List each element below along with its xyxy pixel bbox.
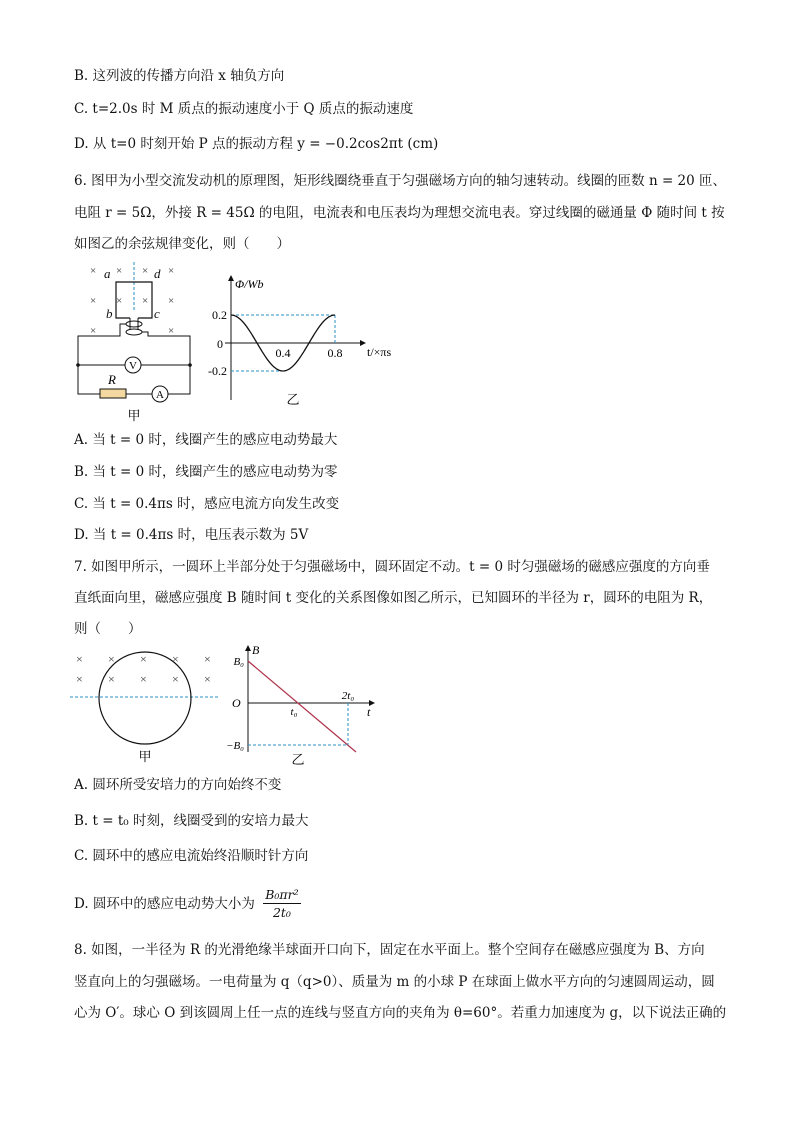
prev-option-c: C. t=2.0s 时 M 质点的振动速度小于 Q 质点的振动速度 <box>74 101 414 117</box>
field-cross: × <box>168 325 175 337</box>
field-cross: × <box>90 325 97 337</box>
slip-ring <box>126 321 142 327</box>
q6-stem-line-2: 电阻 r = 5Ω，外接 R = 45Ω 的电阻，电流表和电压表均为理想交流电表。穿过线圈的磁通量 Φ 随时间 t 按 <box>74 205 725 221</box>
field-cross: × <box>172 652 179 666</box>
x-tick-label: 0.4 <box>275 346 291 360</box>
q6-figure-yi <box>195 272 405 412</box>
q6-figure-jia <box>68 260 198 428</box>
q7-stem-line-1: 7. 如图甲所示，一圆环上半部分处于匀强磁场中，圆环固定不动。t = 0 时匀强磁场的磁感应强度的方向垂 <box>74 559 710 575</box>
figure-caption: 甲 <box>127 408 141 423</box>
field-cross: × <box>116 265 123 277</box>
q7-stem-line-2: 直纸面向里，磁感应强度 B 随时间 t 变化的关系图像如图乙所示，已知圆环的半径为 r，圆环的电阻为 R， <box>74 590 713 606</box>
fraction-numerator: B₀πr² <box>265 887 299 902</box>
ammeter-label: A <box>156 389 164 401</box>
fraction-denominator: 2t₀ <box>272 905 291 920</box>
wire-right <box>142 332 190 394</box>
label-c: c <box>154 306 160 321</box>
field-cross: × <box>168 265 175 277</box>
field-cross: × <box>168 295 175 307</box>
q8-stem-line-1: 8. 如图，一半径为 R 的光滑绝缘半球面开口向下，固定在水平面上。整个空间存在磁感应强度为 B、方向 <box>74 942 705 958</box>
field-cross: × <box>90 265 97 277</box>
y-axis-label: Φ/Wb <box>235 277 264 291</box>
label-d: d <box>154 266 161 281</box>
q7-option-a[interactable]: A. 圆环所受安培力的方向始终不变 <box>74 777 282 793</box>
slip-ring <box>126 329 142 335</box>
wire-left <box>78 324 126 394</box>
field-cross: × <box>76 652 83 666</box>
q6-option-a[interactable]: A. 当 t = 0 时，线圈产生的感应电动势最大 <box>74 432 338 448</box>
q6-option-b[interactable]: B. 当 t = 0 时，线圈产生的感应电动势为零 <box>74 464 338 480</box>
field-cross: × <box>172 672 179 686</box>
q8-stem-line-2: 竖直向上的匀强磁场。一电荷量为 q（q>0）、质量为 m 的小球 P 在球面上做水平方向的匀速圆周运动，圆 <box>74 974 715 990</box>
field-cross: × <box>142 295 149 307</box>
resistor-label: R <box>108 372 116 387</box>
x-axis-label: t <box>367 705 371 719</box>
b-line <box>248 661 356 752</box>
q7-option-d-prefix: D. 圆环中的感应电动势大小为 <box>74 896 255 912</box>
q7-figure-jia <box>68 645 228 770</box>
field-cross: × <box>142 265 149 277</box>
field-cross: × <box>108 672 115 686</box>
q6-option-c[interactable]: C. 当 t = 0.4πs 时，感应电流方向发生改变 <box>74 496 340 512</box>
fraction <box>263 886 300 921</box>
q7-option-c[interactable]: C. 圆环中的感应电流始终沿顺时针方向 <box>74 848 309 864</box>
q6-stem-line-1: 6. 图甲为小型交流发动机的原理图，矩形线圈绕垂直于匀强磁场方向的轴匀速转动。线圈的匝数 n = 20 匝、 <box>74 173 727 189</box>
q6-option-d[interactable]: D. 当 t = 0.4πs 时，电压表示数为 5V <box>74 527 309 543</box>
field-cross: × <box>116 295 123 307</box>
field-cross: × <box>140 672 147 686</box>
field-cross: × <box>90 295 97 307</box>
resistor <box>100 389 126 398</box>
figure-caption: 乙 <box>286 392 300 407</box>
q7-stem-line-3: 则（ ） <box>74 621 142 637</box>
origin-label: O <box>232 696 241 710</box>
label-b: b <box>106 306 113 321</box>
field-cross: × <box>76 672 83 686</box>
y-tick-label: B₀ <box>233 656 244 668</box>
q7-option-d[interactable] <box>74 886 301 930</box>
y-tick-label: −B₀ <box>226 740 244 752</box>
y-tick-label: 0.2 <box>212 308 227 322</box>
prev-option-b: B. 这列波的传播方向沿 x 轴负方向 <box>74 68 285 84</box>
x-tick-label: 2t₀ <box>341 690 355 702</box>
field-cross: × <box>204 672 211 686</box>
q7-option-b[interactable]: B. t = t₀ 时刻，线圈受到的安培力最大 <box>74 813 309 829</box>
field-cross: × <box>204 652 211 666</box>
x-tick-label: t₀ <box>290 706 298 718</box>
y-axis-label: B <box>252 643 260 657</box>
q8-stem-line-3: 心为 O′。球心 O 到该圆周上任一点的连线与竖直方向的夹角为 θ=60°。若重力加速度为 g，以下说法正确的 <box>74 1005 727 1021</box>
figure-caption: 乙 <box>291 752 305 767</box>
label-a: a <box>104 266 111 281</box>
x-axis-label: t/×πs <box>367 345 392 359</box>
q7-figure-yi <box>222 640 382 770</box>
field-cross: × <box>108 652 115 666</box>
field-cross: × <box>140 652 147 666</box>
origin-label: 0 <box>217 337 223 351</box>
prev-option-d: D. 从 t=0 时刻开始 P 点的振动方程 y = −0.2cos2πt (cm) <box>74 136 439 152</box>
figure-caption: 甲 <box>138 749 152 764</box>
voltmeter-label: V <box>129 360 137 372</box>
q6-stem-line-3: 如图乙的余弦规律变化，则（ ） <box>74 236 290 252</box>
y-tick-label: -0.2 <box>208 364 227 378</box>
x-tick-label: 0.8 <box>327 346 343 360</box>
